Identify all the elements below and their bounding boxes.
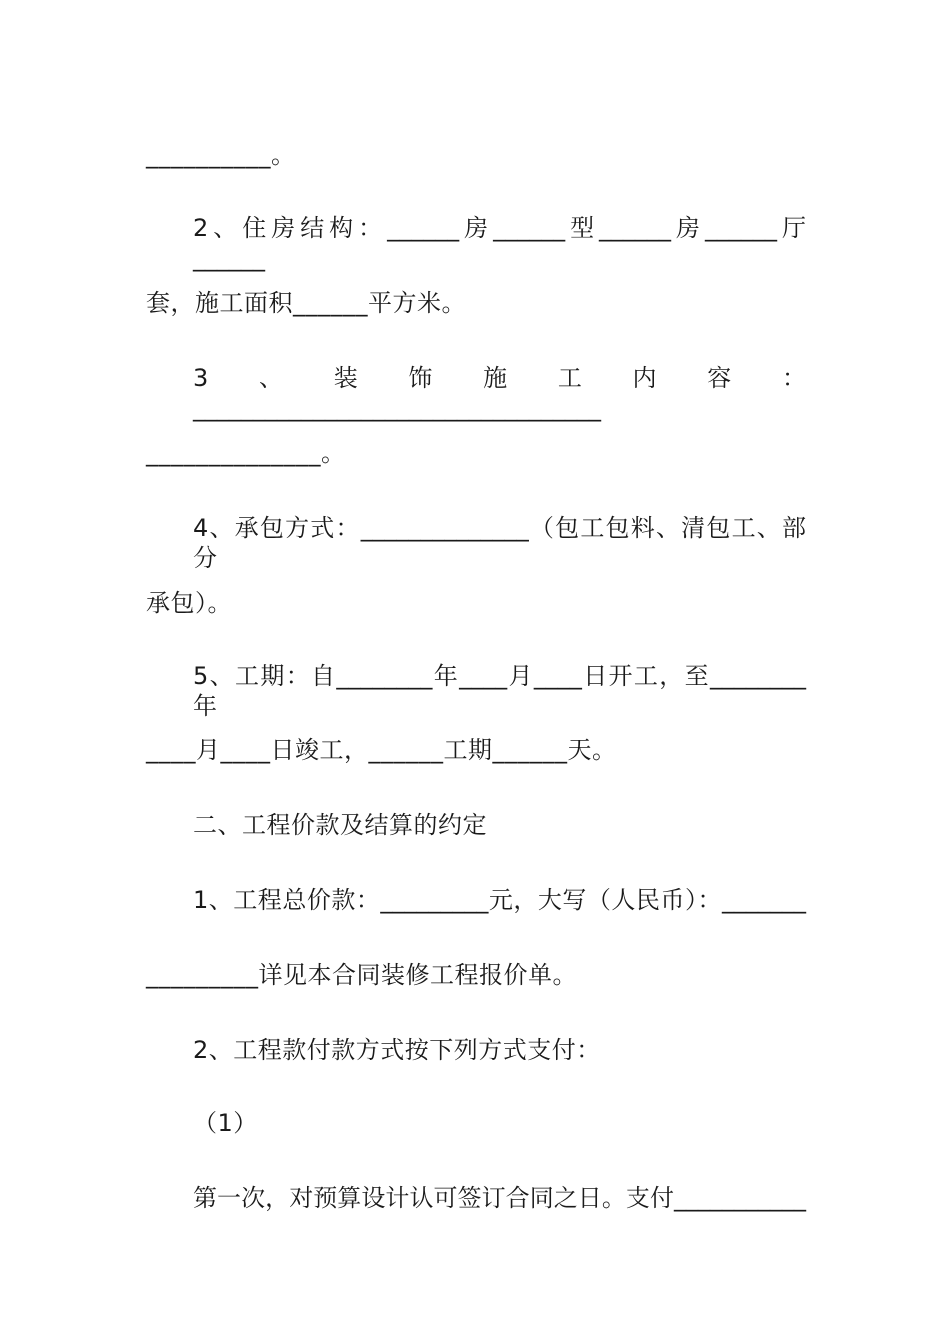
text-line-2: 2、住房结构：______房______型______房______厅______	[193, 214, 806, 272]
text-line-12: _________详见本合同装修工程报价单。	[146, 961, 577, 989]
text-line-15: 第一次，对预算设计认可签订合同之日。支付___________	[193, 1184, 806, 1212]
text-line-7: 承包）。	[146, 589, 232, 617]
text-line-4: 3、装饰施工内容：__________________________________	[193, 364, 806, 422]
text-line-5: ______________。	[146, 439, 346, 467]
text-line-14: （1）	[193, 1109, 258, 1137]
text-line-8: 5、工期：自________年____月____日开工，至________年	[193, 662, 806, 720]
text-line-6: 4、承包方式：______________（包工包料、清包工、部分	[193, 514, 806, 572]
text-line-1: __________。	[146, 141, 296, 169]
text-line-3: 套，施工面积______平方米。	[146, 289, 466, 317]
section-heading: 二、工程价款及结算的约定	[193, 811, 487, 839]
text-line-13: 2、工程款付款方式按下列方式支付：	[193, 1036, 601, 1064]
text-line-11: 1、工程总价款：_________元，大写（人民币）：_______	[193, 886, 806, 914]
text-line-9: ____月____日竣工，______工期______天。	[146, 736, 617, 764]
